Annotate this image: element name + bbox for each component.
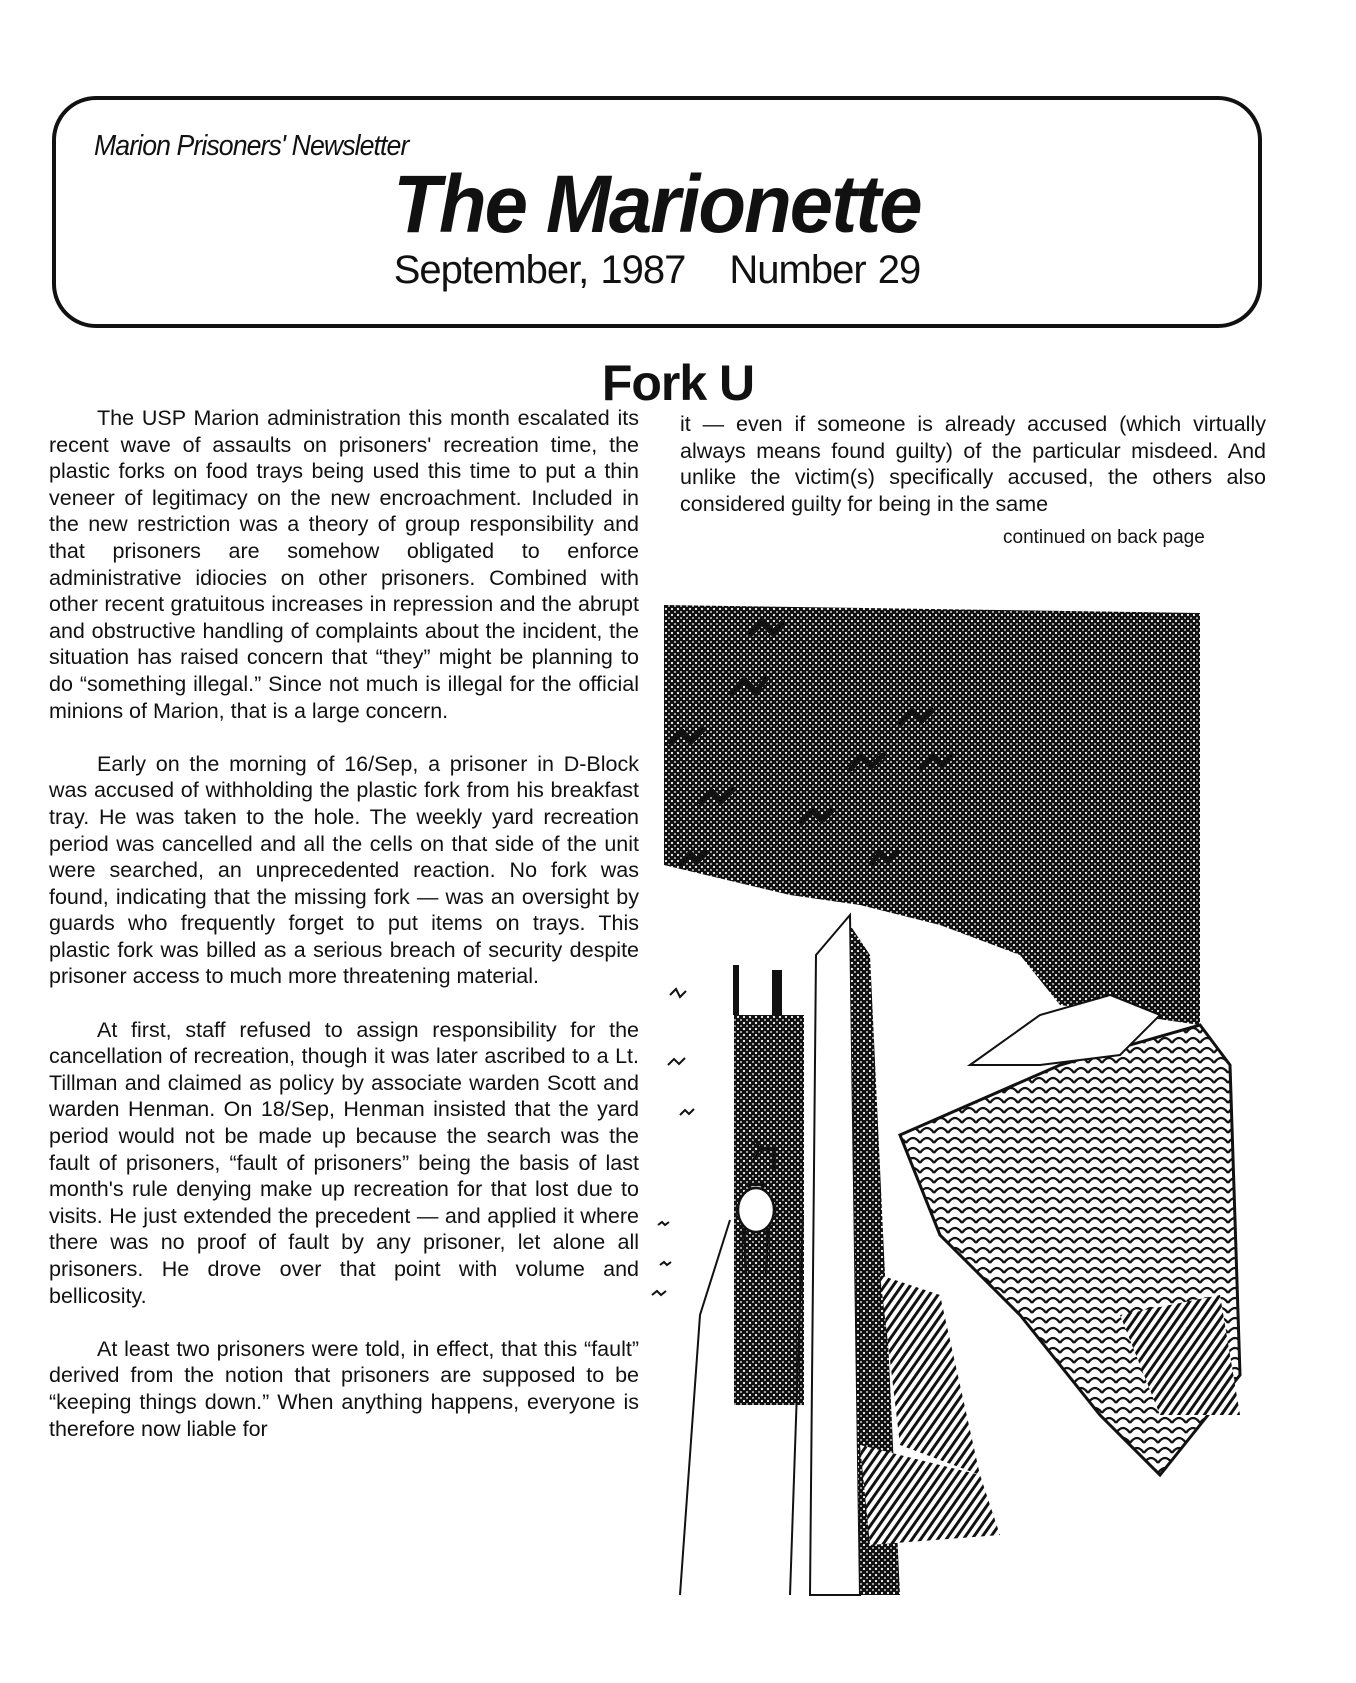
newsletter-kicker: Marion Prisoners' Newsletter (94, 130, 409, 162)
issue-number: Number 29 (729, 248, 921, 292)
issue-date: September, 1987 (393, 248, 686, 292)
masthead-box (52, 96, 1262, 328)
article-headline: Fork U (601, 355, 755, 411)
newsletter-title: The Marionette (393, 159, 921, 250)
article-paragraph: At least two prisoners were told, in effect, that this “fault” derived from the notion that prisoners are supposed to be “keeping things down.” When anything happens, everyone is therefore now liable for (49, 1336, 639, 1441)
article-paragraph: it — even if someone is already accused (which virtually always means found guilty) of the particular misdeed. And unlike the victim(s) specifically accused, the others also considered guilty for being in the same (680, 412, 1266, 516)
article-paragraph: The USP Marion administration this month escalated its recent wave of assaults on prisoners' recreation time, the plastic forks on food trays being used this time to put a thin veneer of legitimacy on the new encroachment. Included in the new restriction was a theory of group responsibility and that prisoners are somehow obligated to enforce administrative idiocies on other prisoners. Combined with other recent gratuitous increases in repression and the abrupt and obstructive handling of complaints about the incident, the situation has raised concern that “they” might be planning to do “something illegal.” Since not much is illegal for the official minions of Marion, that is a large concern. (49, 406, 639, 723)
continued-note: continued on back page (1003, 527, 1205, 548)
issue-line (56, 248, 1258, 293)
cliff (860, 995, 1240, 1545)
article-right-column (680, 411, 1266, 517)
illustration (640, 595, 1290, 1605)
article-left-column (49, 405, 639, 1469)
article-paragraph: Early on the morning of 16/Sep, a prisoner in D-Block was accused of withholding the plastic fork from his breakfast tray. He was taken to the hole. The weekly yard recreation period was cancelled and all the cells on that side of the unit were searched, an unprecedented reaction. No fork was found, indicating that the missing fork — was an oversight by guards who frequently forget to put items on trays. This plastic fork was billed as a serious breach of security despite prisoner access to much more threatening material. (49, 751, 639, 989)
guard-tower (733, 965, 804, 1405)
article-paragraph: At first, staff refused to assign responsibility for the cancellation of recreation, though it was later ascribed to a Lt. Tillman and claimed as policy by associate warden Scott and warden Henman. On 18/Sep, Henman insisted that the yard period would not be made up because the search was the fault of prisoners, “fault of prisoners” being the basis of last month's rule denying make up recreation for that lost due to visits. He just extended the precedent — and applied it where there was no proof of fault by any prisoner, let alone all prisoners. He drove over that point with volume and bellicosity. (49, 1017, 639, 1308)
small-birds (652, 989, 694, 1295)
sky-stipple (664, 605, 1200, 1025)
